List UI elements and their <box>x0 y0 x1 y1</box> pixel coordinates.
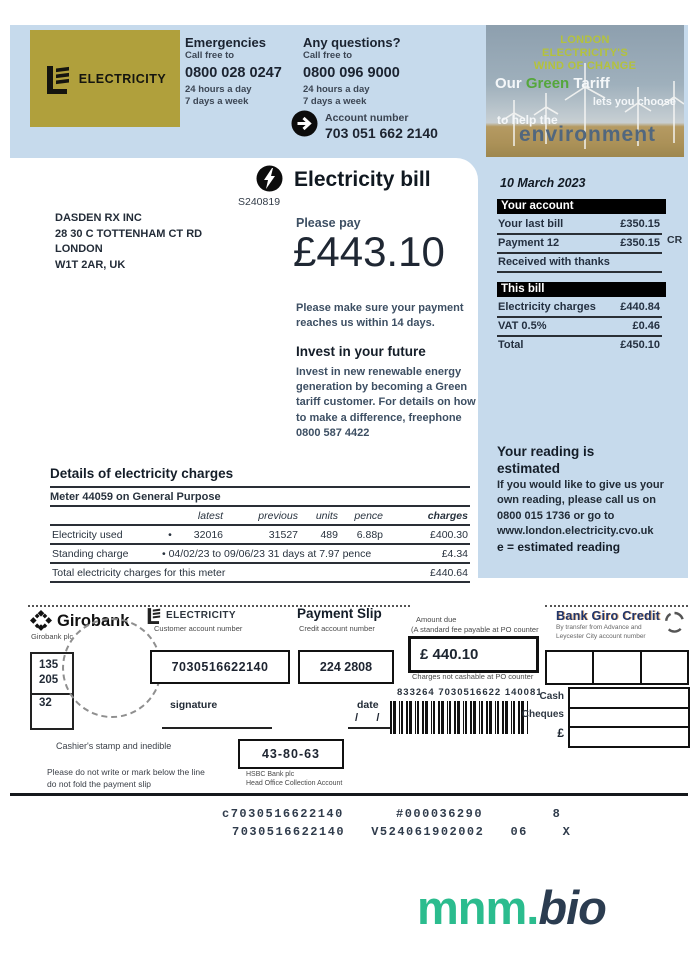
total-label: Total <box>498 339 524 351</box>
cashier-stamp-circle <box>62 618 162 718</box>
arrow-right-icon <box>291 110 318 137</box>
address-line-1: DASDEN RX INC <box>55 212 142 224</box>
promo-line-wind-of-change: WIND OF CHANGE <box>533 60 637 72</box>
col-header-previous: previous <box>258 509 298 522</box>
total-row <box>497 337 662 354</box>
meter-row <box>50 488 470 507</box>
recipient-address <box>55 211 202 273</box>
electricity-used-row <box>50 526 470 545</box>
total-charges-value: £440.64 <box>430 566 468 579</box>
payment-row <box>497 235 662 254</box>
slip-warnings <box>47 766 205 790</box>
standing-charge-label: Standing charge <box>52 547 129 560</box>
col-header-units: units <box>315 509 338 522</box>
green-tariff-promo <box>486 25 684 157</box>
amount-due-box: £ 440.10 <box>408 636 539 673</box>
reading-latest: 32016 <box>193 528 223 541</box>
giro-sub-line-2: Leycester City account number <box>556 632 646 640</box>
total-charges-label: Total electricity charges for this meter <box>52 566 226 579</box>
standing-charge-value: £4.34 <box>441 547 468 560</box>
watermark-mnm: mnm. <box>417 881 539 934</box>
giro-cell-2 <box>592 652 639 683</box>
signature-line <box>162 727 272 729</box>
giro-code-cells <box>545 650 689 685</box>
address-line-3: LONDON <box>55 243 103 255</box>
col-header-charges: charges <box>427 509 468 522</box>
slip-tear-line-right <box>545 605 688 607</box>
pound-box <box>570 726 688 746</box>
reading-estimated-title: Your reading is estimated <box>497 444 595 476</box>
electricity-charges-label: Electricity charges <box>498 301 596 313</box>
cashier-stamp-note: Cashier's stamp and inedible <box>56 741 172 751</box>
bank-account-type: Head Office Collection Account <box>246 780 343 787</box>
last-bill-label: Your last bill <box>498 218 564 230</box>
payment-value: £350.15 <box>620 237 660 249</box>
emergencies-days: 7 days a week <box>185 96 249 108</box>
charges-section <box>50 466 470 583</box>
questions-callfree: Call free to <box>303 49 353 61</box>
estimated-reading-note: e = estimated reading <box>497 540 621 554</box>
slip-code-3: 32 <box>32 693 72 709</box>
giro-cell-3 <box>640 652 687 683</box>
lightning-bolt-icon <box>256 165 283 192</box>
this-bill-table <box>497 299 662 354</box>
bank-giro-swirl-icon <box>663 610 686 633</box>
page-title: Electricity bill <box>294 168 431 191</box>
received-row <box>497 254 662 273</box>
slip-code-2: 205 <box>39 674 59 686</box>
total-charges-row <box>50 564 470 583</box>
vat-row <box>497 318 662 337</box>
pound-label: £ <box>557 726 564 740</box>
le-logo-small-icon <box>146 606 163 625</box>
electricity-charges-value: £440.84 <box>620 301 660 313</box>
slip-bottom-rule <box>10 793 688 796</box>
please-pay-label: Please pay <box>296 216 361 230</box>
girobank-wordmark: Girobank <box>57 611 130 630</box>
your-account-header: Your account <box>497 199 666 214</box>
brand-name: ELECTRICITY <box>78 71 167 86</box>
slip-warning-1: Please do not write or mark below the line <box>47 767 205 777</box>
amount-due-note: Charges not cashable at PO counter <box>412 672 534 681</box>
questions-phone: 0800 096 9000 <box>303 65 400 82</box>
emergencies-title: Emergencies <box>185 35 266 50</box>
date-slashes: / / <box>355 712 380 724</box>
charges-title: Details of electricity charges <box>50 466 234 481</box>
credit-account-label: Credit account number <box>299 624 375 633</box>
address-line-2: 28 30 C TOTTENHAM CT RD <box>55 227 203 240</box>
emergencies-hours: 24 hours a day <box>185 84 252 96</box>
customer-account-label: Customer account number <box>154 624 243 633</box>
bill-date: 10 March 2023 <box>500 176 586 190</box>
customer-account-box: 7030516622140 <box>150 650 290 684</box>
meter-line: Meter 44059 on General Purpose <box>50 490 221 503</box>
reading-previous: 31527 <box>268 528 298 541</box>
cheques-label: Cheques <box>521 709 564 720</box>
col-header-latest: latest <box>197 509 223 522</box>
account-number-label: Account number <box>325 112 409 124</box>
address-line-4: W1T 2AR, UK <box>55 258 126 271</box>
date-label: date <box>357 699 379 711</box>
micr-line-1: c7030516622140 #000036290 8 <box>222 807 562 821</box>
this-bill-header: This bill <box>497 282 666 297</box>
micr-line-2: 7030516622140 V524061902002 06 X <box>232 825 572 839</box>
questions-title: Any questions? <box>303 35 401 50</box>
estimate-bullet: • <box>168 528 172 541</box>
promo-tariff-line <box>495 75 610 92</box>
credit-account-box: 224 2808 <box>298 650 394 684</box>
electricity-used-label: Electricity used <box>52 528 123 541</box>
promo-our: Our <box>495 75 522 92</box>
promo-to-help-the: to help the <box>497 113 558 127</box>
questions-block <box>303 36 401 108</box>
signature-label: signature <box>170 699 218 711</box>
invest-text: Invest in new renewable energy generation by becoming a Green tariff customer. For details on how to make a difference, freephone 0800 587 4422 <box>296 366 476 439</box>
slip-brand-name: ELECTRICITY <box>166 610 236 621</box>
giro-sub-line-1: By transfer from Advance and <box>556 624 642 631</box>
questions-days: 7 days a week <box>303 96 367 108</box>
invest-title: Invest in your future <box>296 344 426 359</box>
last-bill-row <box>497 216 662 235</box>
brand-logo-box <box>30 30 180 127</box>
questions-hours: 24 hours a day <box>303 84 370 96</box>
amount-due-subtext: (A standard fee payable at PO counter <box>411 625 539 634</box>
promo-line-london: LONDON <box>560 34 610 46</box>
electricity-used-charge: £400.30 <box>430 528 468 541</box>
promo-lets-you-choose: lets you choose <box>592 96 676 108</box>
received-note: Received with thanks <box>498 256 610 268</box>
cash-cheque-amount-boxes <box>568 687 690 748</box>
promo-environment: environment <box>519 123 657 146</box>
giro-cell-1 <box>547 652 592 683</box>
amount-due-main: £443.10 <box>293 228 445 275</box>
watermark-logo <box>417 880 606 935</box>
barcode-number: 833264 7030516622 140081 <box>397 687 543 698</box>
promo-line-electricitys: ELECTRICITY'S <box>542 47 628 59</box>
bank-giro-subtext <box>556 624 646 641</box>
watermark-bio: bio <box>538 881 606 934</box>
electricity-charges-row <box>497 299 662 318</box>
emergencies-block <box>185 36 282 108</box>
bill-reference: S240819 <box>238 196 281 208</box>
payment-cr-flag: CR <box>667 234 683 246</box>
slip-warning-2: do not fold the payment slip <box>47 779 151 789</box>
your-account-table <box>497 216 662 273</box>
promo-tariff: Tariff <box>573 75 610 92</box>
emergencies-callfree: Call free to <box>185 49 235 61</box>
cash-label: Cash <box>539 691 564 702</box>
payment-slip-title: Payment Slip <box>297 606 382 621</box>
total-value: £450.10 <box>620 339 660 351</box>
bank-giro-credit-title: Bank Giro Credit <box>556 609 661 623</box>
standing-charge-row <box>50 545 470 564</box>
account-number-value: 703 051 662 2140 <box>325 125 438 141</box>
payment-note: Please make sure your payment reaches us within 14 days. <box>296 302 464 330</box>
last-bill-value: £350.15 <box>620 218 660 230</box>
units-used: 489 <box>320 528 338 541</box>
sort-code-box: 43-80-63 <box>238 739 344 769</box>
charges-table <box>50 486 470 583</box>
le-logo-icon <box>44 63 74 95</box>
slip-code-1: 135 <box>39 659 59 671</box>
girobank-dots-icon <box>30 610 52 632</box>
bank-name: HSBC Bank plc <box>246 771 295 778</box>
charges-header-row <box>50 507 470 526</box>
payment-label: Payment 12 <box>498 237 560 249</box>
promo-green: Green <box>525 75 570 92</box>
standing-charge-detail: • 04/02/23 to 09/06/23 31 days at 7.97 pence <box>162 547 372 560</box>
emergencies-phone: 0800 028 0247 <box>185 65 282 82</box>
cheques-box <box>570 707 688 727</box>
reading-estimated-text: If you would like to give us your own reading, please call us on 0800 015 1736 or go to www.london.electricity.cvo.uk <box>497 479 664 538</box>
vat-label: VAT 0.5% <box>498 320 547 332</box>
cash-box <box>570 689 688 707</box>
amount-due-label: Amount due <box>416 615 457 624</box>
girobank-subtext: Girobank plc <box>31 632 74 641</box>
pence-rate: 6.88p <box>356 528 383 541</box>
slip-brand-block <box>146 606 236 625</box>
col-header-pence: pence <box>354 509 383 522</box>
vat-value: £0.46 <box>632 320 660 332</box>
bank-details <box>246 770 342 788</box>
